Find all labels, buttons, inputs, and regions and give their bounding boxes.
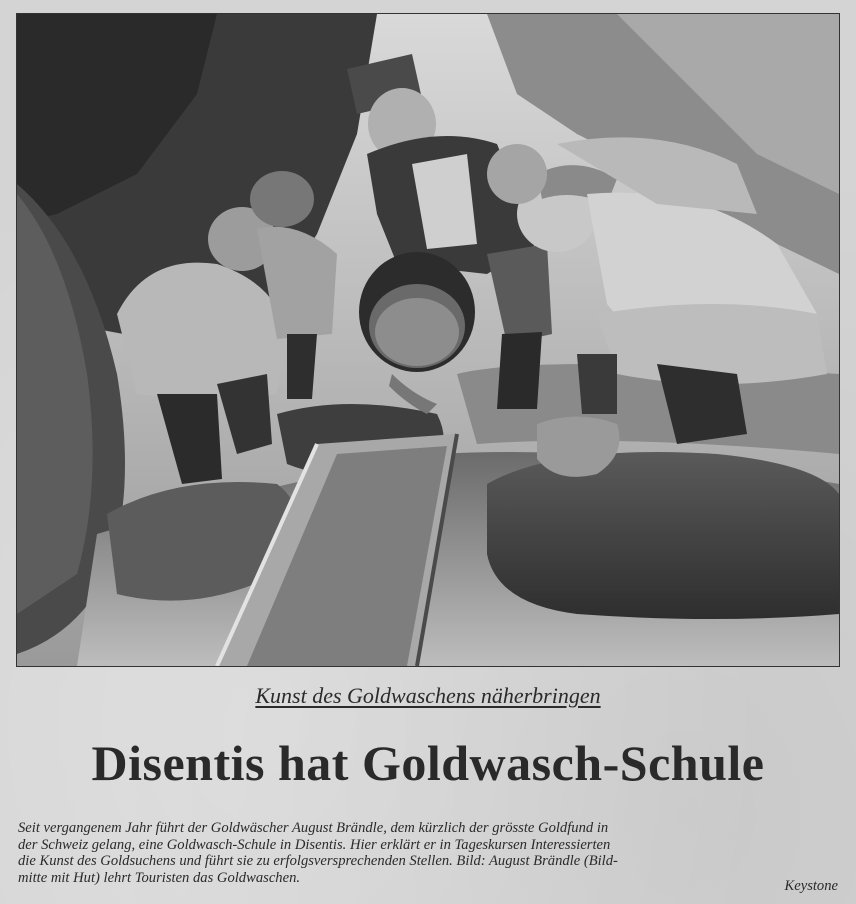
caption-line: Seit vergangenem Jahr führt der Goldwäscher August Brändle, dem kürzlich der grösste Goldfund in bbox=[18, 820, 609, 836]
kicker-text: Kunst des Goldwaschens näherbringen bbox=[255, 683, 601, 708]
article-kicker bbox=[0, 683, 856, 709]
photo-credit: Keystone bbox=[784, 878, 838, 894]
news-photo bbox=[16, 13, 840, 667]
photo-illustration bbox=[17, 14, 839, 666]
caption-line: die Kunst des Goldsuchens und führt sie zu erfolgsversprechenden Stellen. Bild: August Brändle (Bild- bbox=[18, 853, 618, 869]
article-headline: Disentis hat Goldwasch-Schule bbox=[91, 735, 765, 791]
caption-line: der Schweiz gelang, eine Goldwasch-Schule in Disentis. Hier erklärt er in Tageskursen Interessierten bbox=[18, 836, 611, 853]
caption-line: mitte mit Hut) lehrt Touristen das Goldwaschen. bbox=[18, 869, 301, 886]
photo-caption bbox=[18, 820, 838, 886]
